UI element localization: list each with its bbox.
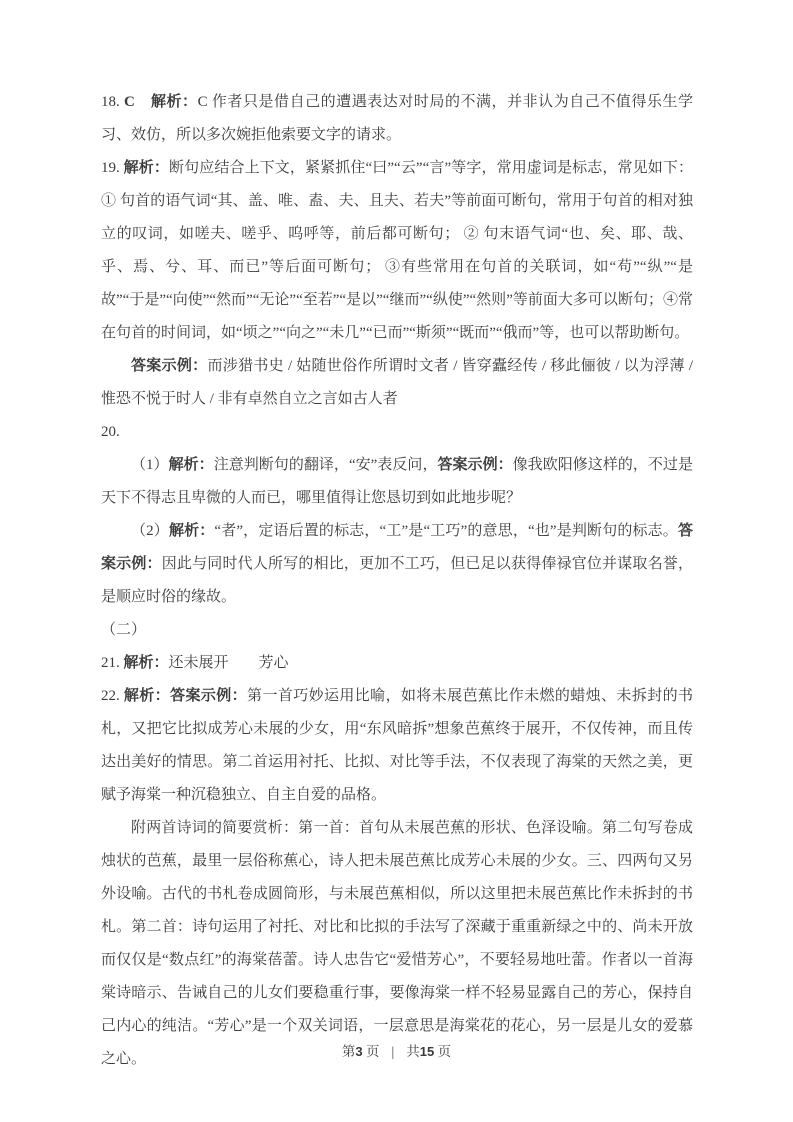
question-number: 19. bbox=[101, 160, 124, 176]
answer-example-text: 而涉猎书史 / 姑随世俗作所谓时文者 / 皆穿蠹经传 / 移此俪彼 / 以为浮薄 / 惟恐不悦于时人 / 非有卓然自立之言如古人者 bbox=[101, 358, 693, 407]
analysis-label: 解析： bbox=[123, 688, 171, 704]
appreciation-text: 附两首诗词的简要赏析：第一首：首句从未展芭蕉的形状、色泽设喻。第二句写卷成烛状的芭蕉，最里一层俗称蕉心，诗人把未展芭蕉比成芳心未展的少女。三、四两句又另外设喻。古代的书札卷成圆筒形，与未展芭蕉相似，所以这里把未展芭蕉比作未拆封的书札。第二首：诗句运用了衬托、对比和比拟的手法写了深藏于重重新绿之中的、尚未开放而仅仅是“数点红”的海棠蓓蕾。诗人忠告它“爱惜芳心”，不要轻易地吐蕾。作者以一首海棠诗暗示、告诫自己的儿女们要稳重行事，要像海棠一样不轻易显露自己的芳心，保持自己内心的纯洁。“芳心”是一个双关词语，一层意思是海棠花的花心，另一层是儿女的爱慕之心。 bbox=[101, 820, 693, 1067]
answer-letter: C bbox=[124, 94, 151, 110]
section-label: （二） bbox=[101, 622, 147, 638]
sub-question-number: （1） bbox=[131, 457, 169, 473]
page-number-prefix: 第 bbox=[341, 1044, 356, 1059]
analysis-label: 解析： bbox=[168, 457, 214, 473]
question-number: 18. bbox=[101, 94, 125, 110]
total-page-number: 15 bbox=[419, 1044, 435, 1059]
section-2-heading bbox=[101, 614, 693, 647]
analysis-label: 解析： bbox=[150, 94, 198, 110]
footer-divider: | bbox=[391, 1044, 395, 1059]
analysis-label: 解析： bbox=[168, 523, 215, 539]
analysis-text: “者”，定语后置的标志，“工”是“工巧”的意思，“也”是判断句的标志。 bbox=[214, 523, 678, 539]
page-unit: 页 bbox=[434, 1044, 452, 1059]
answer-example-label: 答案示例： bbox=[170, 688, 248, 704]
analysis-text: 断句应结合上下文，紧紧抓住“曰”“云”“言”等字，常用虚词是标志，常见如下：① 句首的语气词“其、盖、唯、盍、夫、且夫、若夫”等前面可断句，常用于句首的相对独立的叹词，如嗟夫、嗟乎、呜呼等，前后都可断句； ② 句末语气词“也、矣、耶、哉、乎、焉、兮、耳、而已”等后面可断句； ③有些常用在句首的关联词，如“苟”“纵”“是故”“于是”“向使”“然而”“无论”“至若”“是以”“继而”“纵使”“然则”等前面大多可以断句；④常在句首的时间词，如“顷之”“向之”“未几”“已而”“斯须”“既而”“俄而”等，也可以帮助断句。 bbox=[101, 160, 694, 341]
analysis-text: 还未展开 芳心 bbox=[168, 655, 289, 671]
appreciation-note bbox=[101, 812, 693, 1076]
answer-item-22 bbox=[101, 680, 693, 812]
page-footer bbox=[0, 1040, 793, 1060]
question-number: 22. bbox=[101, 688, 124, 704]
answer-item-20 bbox=[101, 416, 693, 449]
answer-item-20-1 bbox=[101, 449, 693, 515]
answer-item-20-2 bbox=[101, 515, 693, 614]
question-number: 21. bbox=[101, 655, 124, 671]
answer-example-19 bbox=[101, 350, 693, 416]
analysis-label: 解析： bbox=[123, 655, 169, 671]
answer-item-18 bbox=[101, 86, 693, 152]
analysis-text: 第一首巧妙运用比喻，如将未展芭蕉比作未燃的蜡烛、未拆封的书札，又把它比拟成芳心未展的少女，用“东风暗拆”想象芭蕉终于展开，不仅传神，而且传达出美好的情思。第二首运用衬托、比拟、对比等手法，不仅表现了海棠的天然之美，更赋予海棠一种沉稳独立、自主自爱的品格。 bbox=[101, 688, 693, 803]
sub-question-number: （2） bbox=[131, 523, 169, 539]
answer-example-label: 答案示例： bbox=[101, 523, 693, 572]
answer-example-text: 像我欧阳修这样的，不过是天下不得志且卑微的人而已，哪里值得让您恳切到如此地步呢？ bbox=[101, 457, 693, 506]
answer-item-19 bbox=[101, 152, 693, 350]
document-body bbox=[101, 86, 693, 1076]
question-number: 20. bbox=[101, 424, 120, 440]
total-pages-prefix: 共 bbox=[406, 1044, 420, 1059]
page-unit: 页 bbox=[362, 1044, 380, 1059]
answer-example-label: 答案示例： bbox=[437, 457, 513, 473]
analysis-text: C 作者只是借自己的遭遇表达对时局的不满，并非认为自己不值得乐生学习、效仿，所以多次婉拒他索要文字的请求。 bbox=[101, 94, 694, 143]
answer-item-21 bbox=[101, 647, 693, 680]
analysis-text: 注意判断句的翻译，“安”表反问， bbox=[213, 457, 438, 473]
answer-example-label: 答案示例： bbox=[131, 358, 208, 374]
current-page-number: 3 bbox=[355, 1044, 363, 1059]
analysis-label: 解析： bbox=[123, 160, 169, 176]
answer-example-text: 因此与同时代人所写的相比，更加不工巧，但已足以获得俸禄官位并谋取名誉，是顺应时俗的缘故。 bbox=[101, 556, 693, 605]
